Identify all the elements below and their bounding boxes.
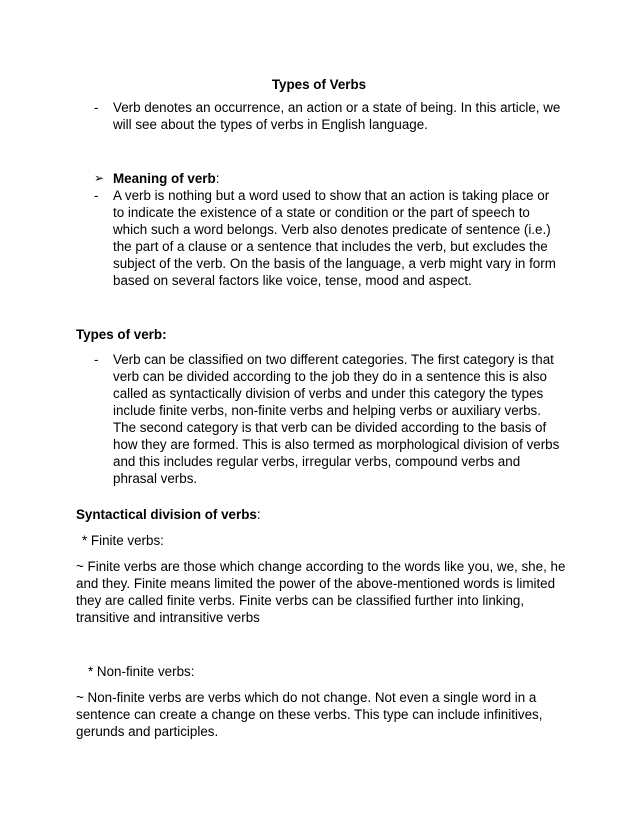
types-bullet [94,351,564,487]
syntactical-heading-suffix: : [256,507,261,522]
types-text: Verb can be classified on two different categories. The first category is that verb can be divided according to the job they do in a sentence this is also called as syntactically division of verbs and under this category the types include finite verbs, non-finite verbs and helping verbs or auxiliary verbs. The second category is that verb can be divided according to the basis of how they are formed. This is also termed as morphological division of verbs and this includes regular verbs, irregular verbs, compound verbs and phrasal verbs. [113,352,560,486]
finite-label: * Finite verbs: [82,533,164,548]
meaning-bullet [94,187,564,289]
meaning-heading-row [94,170,564,187]
meaning-heading-suffix: : [215,171,220,186]
meaning-heading-wrap [113,170,564,187]
nonfinite-label: * Non-finite verbs: [88,664,195,679]
syntactical-heading: Syntactical division of verbs [76,507,257,522]
dash-marker: - [94,188,99,203]
meaning-text: A verb is nothing but a word used to show that an action is taking place or to indicate the existence of a state or condition or the part of speech to which such a word belongs. Verb also denotes predicate of sentence (i.e.) the part of a clause or a sentence that includes the verb, but excludes the subject of the verb. On the basis of the language, a verb might vary in form based on several factors like voice, tense, mood and aspect. [113,188,556,288]
dash-marker: - [94,352,99,367]
syntactical-heading-wrap [76,506,261,523]
finite-text: ~ Finite verbs are those which change according to the words like you, we, she, he and they. Finite means limited the power of the above-mentioned words is limited they are called finite verbs. Finite verbs can be classified further into linking, transitive and intransitive verbs [76,559,566,625]
nonfinite-text: ~ Non-finite verbs are verbs which do not change. Not even a single word in a sentence can create a change on these verbs. This type can include infinitives, gerunds and participles. [76,690,543,739]
page-title: Types of Verbs [271,77,367,92]
meaning-heading: Meaning of verb [113,171,216,186]
intro-text: Verb denotes an occurrence, an action or a state of being. In this article, we will see about the types of verbs in English language. [113,100,561,132]
dash-marker: - [94,100,99,115]
intro-bullet [94,99,564,133]
types-heading: Types of verb: [76,327,167,342]
arrow-bullet-icon: ➢ [94,171,105,185]
